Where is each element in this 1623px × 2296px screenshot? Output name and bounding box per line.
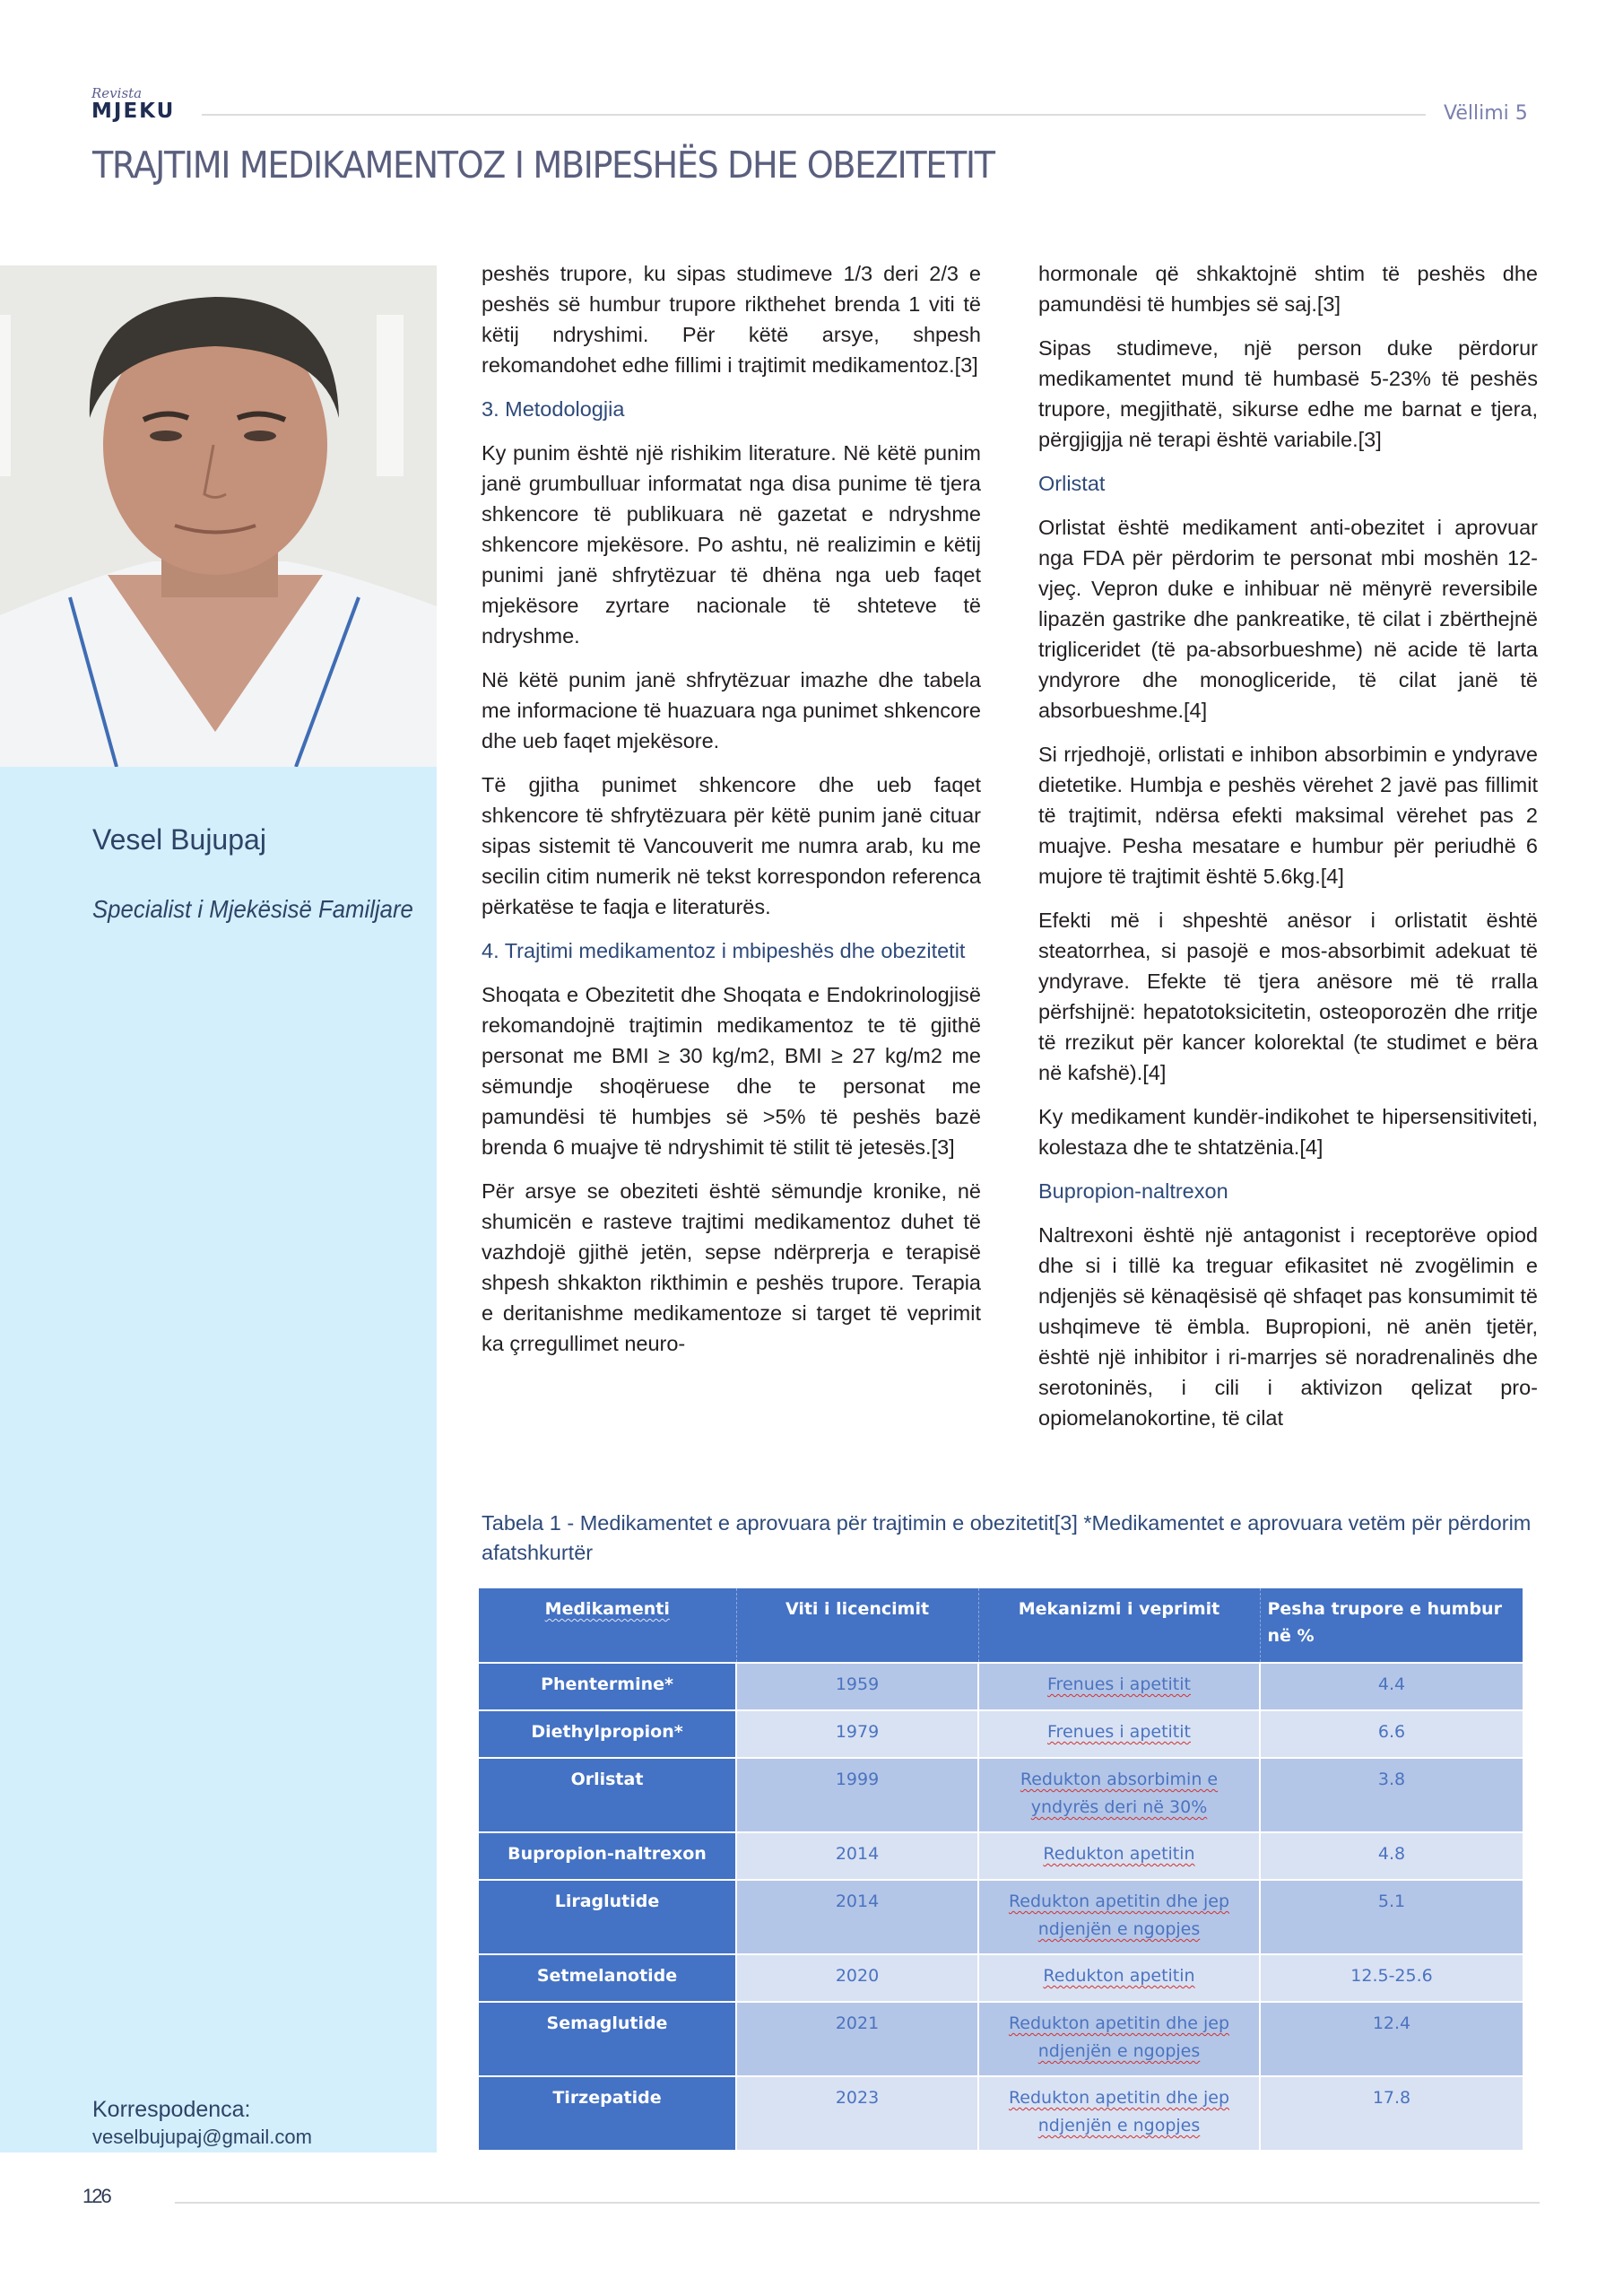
cell-medication: Diethylpropion*: [479, 1710, 736, 1758]
paragraph: Ky medikament kundër-indikohet te hipersensitiviteti, kolestaza dhe te shtatzënia.[4]: [1038, 1105, 1538, 1159]
paragraph: Orlistat është medikament anti-obezitet i aprovuar nga FDA për përdorim te personat mbi moshën 12-vjeç. Vepron duke e inhibuar në mënyrë reversibile lipazën gastrike dhe pankreatike, të cilat i zbërthejnë trigliceridet (të pa-absorbueshme) në acide të larta yndyrore dhe monogliceride, të cilat janë të absorbueshme.[4]: [1038, 516, 1538, 722]
table-row: [479, 1954, 1523, 2002]
header-divider: [202, 114, 1426, 116]
section-heading-orlistat: Orlistat: [1038, 472, 1106, 495]
journal-logo: [91, 86, 175, 122]
table-row: [479, 2002, 1523, 2076]
cell-license-year: 1999: [736, 1758, 978, 1832]
cell-weight-loss: 3.8: [1260, 1758, 1523, 1832]
header-license-year: Viti i licencimit: [736, 1588, 978, 1663]
table-row: [479, 1663, 1523, 1710]
cell-medication: Tirzepatide: [479, 2076, 736, 2150]
cell-weight-loss: 6.6: [1260, 1710, 1523, 1758]
section-heading-bupropion: Bupropion-naltrexon: [1038, 1179, 1228, 1203]
cell-mechanism: Frenues i apetitit: [978, 1663, 1260, 1710]
text-column-2: [1038, 258, 1538, 1447]
cell-license-year: 1979: [736, 1710, 978, 1758]
paragraph: peshës trupore, ku sipas studimeve 1/3 deri 2/3 e peshës së humbur trupore rikthehet brenda 1 viti të këtij ndryshimi. Për këtë arsye, shpesh rekomandohet edhe fillimi i trajtimit medikamentoz.[3]: [482, 262, 981, 377]
cell-weight-loss: 4.4: [1260, 1663, 1523, 1710]
paragraph: Efekti më i shpeshtë anësor i orlistatit është steatorrhea, si pasojë e mos-absorbimit adekuat të yndyrave. Efekte të tjera anësore më të rralla përfshijnë: hepatotoksicitetin, osteoporozën dhe rritje të rrezikut për kancer kolorektal (te studimet e bëra në kafshë).[4]: [1038, 909, 1538, 1084]
header-mechanism: Mekanizmi i veprimit: [978, 1588, 1260, 1663]
table-caption: Tabela 1 - Medikamentet e aprovuara për trajtimin e obezitetit[3] *Medikamentet e aprovuara vetëm për përdorim afatshkurtër: [482, 1511, 1532, 1564]
author-sidebar: [0, 767, 437, 2152]
paragraph: Të gjitha punimet shkencore dhe ueb faqet shkencore të shfrytëzuara për këtë punim janë cituar sipas sistemit të Vancouverit me numra arab, ku me secilin citim numerik në tekst korrespondon referenca përkatëse te faqja e literaturës.: [482, 773, 981, 918]
cell-mechanism: Redukton apetitin dhe jep ndjenjën e ngopjes: [978, 2076, 1260, 2150]
table-row: [479, 1832, 1523, 1880]
volume-label: Vëllimi 5: [1444, 102, 1528, 125]
paragraph: Ky punim është një rishikim literature. Në këtë punim janë grumbulluar informatat nga disa punime të tjera shkencore të publikuara në gazetat e ndryshme shkencore mjekësore. Po ashtu, në realizimin e këtij punimi janë shfrytëzuar të dhëna nga ueb faqet mjekësore zyrtare nacionale të shteteve të ndryshme.: [482, 441, 981, 648]
cell-license-year: 2020: [736, 1954, 978, 2002]
cell-mechanism: Redukton apetitin: [978, 1954, 1260, 2002]
paragraph: Naltrexoni është një antagonist i receptorëve opiod dhe si i tillë ka treguar efikasitet në zvogëlimin e ndjenjës së kënaqësisë që shfaqet pas konsumimit të ushqimeve të ëmbla. Bupropioni, në anën tjetër, është një inhibitor i ri-marrjes së noradrenalinës dhe serotoninës, i cili i aktivizon qelizat pro-opiomelanokortine, të cilat: [1038, 1223, 1538, 1430]
author-photo: [0, 265, 437, 767]
cell-weight-loss: 12.5-25.6: [1260, 1954, 1523, 2002]
portrait-illustration: [0, 265, 437, 767]
cell-medication: Semaglutide: [479, 2002, 736, 2076]
cell-license-year: 1959: [736, 1663, 978, 1710]
table-row: [479, 1880, 1523, 1954]
cell-weight-loss: 12.4: [1260, 2002, 1523, 2076]
page-number: 126: [82, 2185, 110, 2207]
cell-medication: Orlistat: [479, 1758, 736, 1832]
cell-medication: Phentermine*: [479, 1663, 736, 1710]
table-row: [479, 1710, 1523, 1758]
cell-license-year: 2014: [736, 1880, 978, 1954]
author-name: Vesel Bujupaj: [92, 823, 266, 856]
cell-mechanism: Redukton apetitin: [978, 1832, 1260, 1880]
cell-mechanism: Frenues i apetitit: [978, 1710, 1260, 1758]
logo-mjeku: MJEKU: [91, 100, 176, 123]
cell-license-year: 2021: [736, 2002, 978, 2076]
table-row: [479, 2076, 1523, 2150]
cell-medication: Setmelanotide: [479, 1954, 736, 2002]
correspondence-email[interactable]: veselbujupaj@gmail.com: [92, 2126, 312, 2148]
paragraph: Shoqata e Obezitetit dhe Shoqata e Endokrinologjisë rekomandojnë trajtimin medikamentoz te të gjithë personat me BMI ≥ 30 kg/m2, BMI ≥ 27 kg/m2 me sëmundje shoqëruese dhe te personat me pamundësi të humbjes së >5% të peshës bazë brenda 6 muajve të ndryshimit të stilit të jetesës.[3]: [482, 983, 981, 1159]
cell-mechanism: Redukton apetitin dhe jep ndjenjën e ngopjes: [978, 1880, 1260, 1954]
author-role: Specialist i Mjekësisë Familjare: [92, 895, 413, 923]
cell-medication: Liraglutide: [479, 1880, 736, 1954]
paragraph: hormonale që shkaktojnë shtim të peshës dhe pamundësi të humbjes së saj.[3]: [1038, 262, 1538, 316]
header-weight-loss: Pesha trupore e humbur në %: [1260, 1588, 1523, 1663]
paragraph: Në këtë punim janë shfrytëzuar imazhe dhe tabela me informacione të huazuara nga punimet shkencore dhe ueb faqet mjekësore.: [482, 668, 981, 752]
paragraph: Për arsye se obeziteti është sëmundje kronike, në shumicën e rasteve trajtimi medikamentoz duhet të vazhdojë gjithë jetën, sepse ndërprerja e terapisë shpesh shkakton rikthimin e peshës trupore. Terapia e deritanishme medikamentoze si target të veprimit ka çrregullimet neuro-: [482, 1179, 981, 1355]
correspondence-label: Korrespodenca:: [92, 2097, 251, 2122]
logo-revista: Revista: [91, 85, 143, 101]
header-medication: Medikamenti: [479, 1588, 736, 1663]
paragraph: Si rrjedhojë, orlistati e inhibon absorbimin e yndyrave dietetike. Humbja e peshës vërehet 2 javë pas fillimit të trajtimit, ndërsa efekti maksimal vërehet pas 2 muajve. Pesha mesatare e humbur për periudhë 6 mujore të trajtimit është 5.6kg.[4]: [1038, 743, 1538, 888]
table-row: [479, 1758, 1523, 1832]
cell-mechanism: Redukton absorbimin e yndyrës deri në 30%: [978, 1758, 1260, 1832]
section-heading-methodology: 3. Metodologjia: [482, 397, 625, 421]
paragraph: Sipas studimeve, një person duke përdorur medikamentet mund të humbasë 5-23% të peshës trupore, megjithatë, sikurse edhe me barnat e tjera, përgjigjja në terapi është variabile.[3]: [1038, 336, 1538, 451]
text-column-1: [482, 258, 981, 1372]
article-title: TRAJTIMI MEDIKAMENTOZ I MBIPESHËS DHE OBEZITETIT: [92, 144, 994, 187]
table-header-row: [479, 1588, 1523, 1663]
section-heading-treatment: 4. Trajtimi medikamentoz i mbipeshës dhe obezitetit: [482, 939, 966, 962]
cell-license-year: 2023: [736, 2076, 978, 2150]
medication-table: [479, 1588, 1523, 2150]
cell-weight-loss: 17.8: [1260, 2076, 1523, 2150]
cell-medication: Bupropion-naltrexon: [479, 1832, 736, 1880]
footer-divider: [175, 2202, 1540, 2204]
cell-mechanism: Redukton apetitin dhe jep ndjenjën e ngopjes: [978, 2002, 1260, 2076]
cell-license-year: 2014: [736, 1832, 978, 1880]
cell-weight-loss: 5.1: [1260, 1880, 1523, 1954]
cell-weight-loss: 4.8: [1260, 1832, 1523, 1880]
